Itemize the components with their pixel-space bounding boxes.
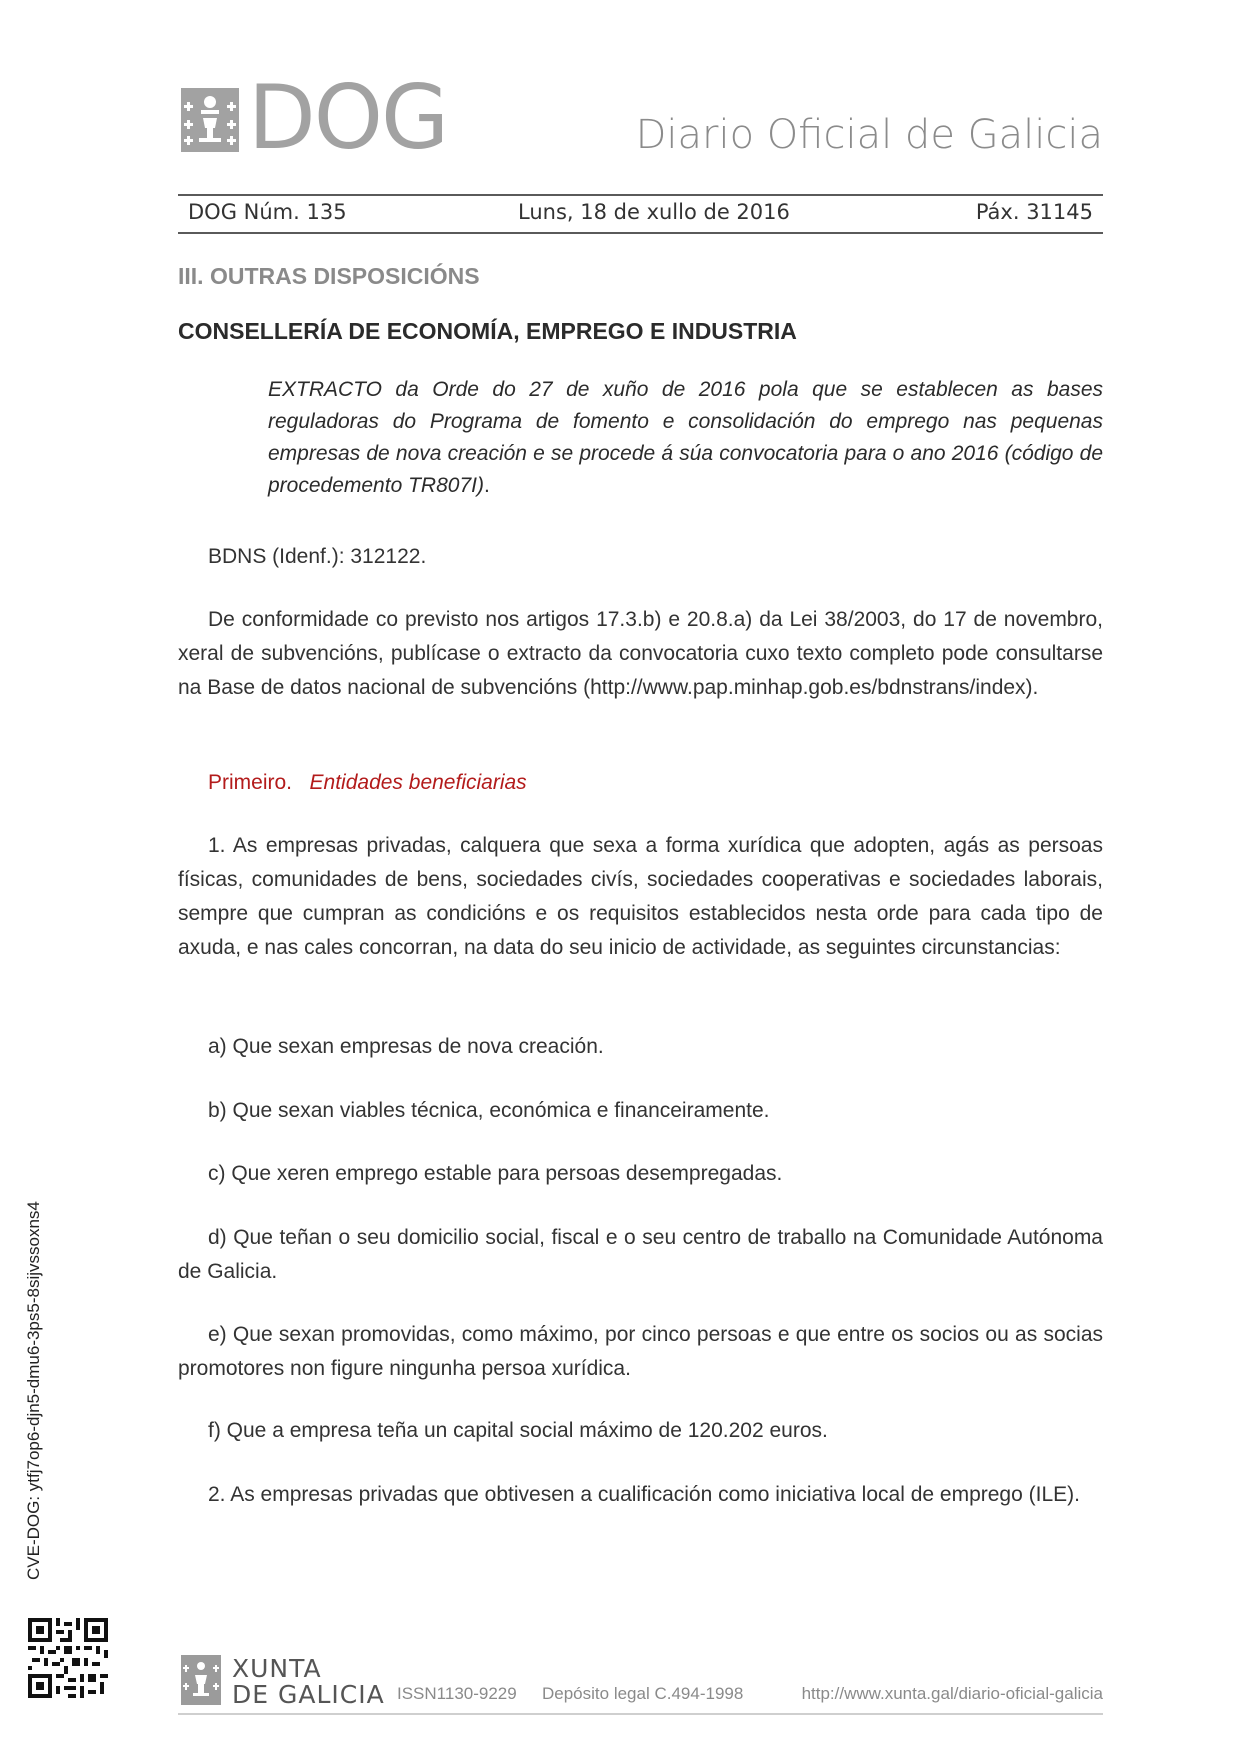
xunta-line-2: DE GALICIA	[232, 1680, 385, 1709]
issn: ISSN1130-9229	[397, 1684, 517, 1703]
xunta-line-1: XUNTA	[232, 1654, 322, 1683]
list-item: f) Que a empresa teña un capital social máximo de 120.202 euros.	[208, 1419, 828, 1442]
department-title: CONSELLERÍA DE ECONOMÍA, EMPREGO E INDUSTRIA	[178, 318, 797, 344]
extract-text: EXTRACTO da Orde do 27 de xuño de 2016 pola que se establecen as bases reguladoras do Programa de fomento e consolidación do emprego nas pequenas empresas de nova creación e se procede á súa convocatoria para o ano 2016 (código de procedemento TR807I)	[268, 378, 1103, 497]
heading-label: Primeiro.	[208, 771, 293, 794]
intro-paragraph: De conformidade co previsto nos artigos 17.3.b) e 20.8.a) da Lei 38/2003, do 17 de novembro, xeral de subvencións, publícase o extracto da convocatoria cuxo texto completo pode consultarse na Base de datos nacional de subvencións (http://www.pap.minhap.gob.es/bdnstrans/index).	[178, 608, 1103, 699]
header-rule-bottom	[178, 232, 1103, 234]
bdns-id: BDNS (Idenf.): 312122.	[208, 545, 427, 568]
section-title: III. OUTRAS DISPOSICIÓNS	[178, 263, 480, 289]
publication-title: Diario Oficial de Galicia	[635, 112, 1103, 158]
list-item: e) Que sexan promovidas, como máximo, por cinco persoas e que entre os socios ou as socias promotores non figure ningunha persoa xurídica.	[178, 1323, 1103, 1380]
xunta-crest-icon	[181, 1655, 221, 1705]
xunta-logo-text	[232, 1656, 385, 1708]
list-item: a) Que sexan empresas de nova creación.	[208, 1035, 604, 1058]
issue-number: DOG Núm. 135	[188, 200, 347, 224]
list-item: d) Que teñan o seu domicilio social, fiscal e o seu centro de traballo na Comunidade Autónoma de Galicia.	[178, 1226, 1103, 1283]
footer-rule	[178, 1713, 1103, 1715]
cve-code: CVE-DOG: ytfj7op6-djn5-dmu6-3ps5-8sijvssoxns4	[24, 1201, 43, 1580]
extract-summary	[268, 374, 1103, 502]
extract-period: .	[483, 474, 490, 497]
paragraph-2: 2. As empresas privadas que obtivesen a cualificación como iniciativa local de emprego (ILE).	[208, 1483, 1080, 1506]
list-item: b) Que sexan viables técnica, económica e financeiramente.	[208, 1099, 770, 1122]
legal-deposit: Depósito legal C.494-1998	[542, 1684, 744, 1703]
qr-code-icon	[28, 1618, 108, 1698]
section-heading	[178, 766, 1103, 800]
heading-title: Entidades beneficiarias	[309, 771, 527, 794]
galicia-crest-icon	[181, 88, 239, 152]
diario-oficial-link[interactable]: http://www.xunta.gal/diario-oficial-galicia	[801, 1684, 1103, 1703]
header-rule-top	[178, 194, 1103, 196]
paragraph-1: 1. As empresas privadas, calquera que sexa a forma xurídica que adopten, agás as persoas físicas, comunidades de bens, sociedades civís, sociedades cooperativas e sociedades laborais, sempre que cumpran as condicións e os requisitos establecidos nesta orde para cada tipo de axuda, e nas cales concorran, na data do seu inicio de actividade, as seguintes circunstancias:	[178, 834, 1103, 959]
list-item: c) Que xeren emprego estable para persoas desempregadas.	[208, 1162, 783, 1185]
issue-date: Luns, 18 de xullo de 2016	[518, 200, 790, 224]
dog-logo: DOG	[248, 66, 448, 169]
page-number: Páx. 31145	[975, 200, 1093, 224]
